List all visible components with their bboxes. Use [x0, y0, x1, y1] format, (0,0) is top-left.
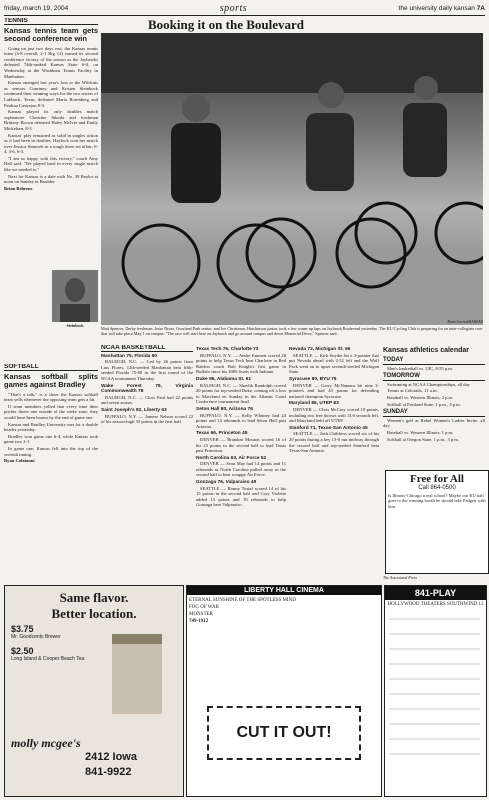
game-text: BUFFALO, N.Y. — Kelly Whitney had 24 points and 14 rebounds to lead Seton Hall past Arizona.	[196, 412, 286, 429]
page-number: 7A	[476, 4, 485, 12]
mug-label: Steinbock	[66, 323, 84, 328]
game-head: Seton Hall 80, Arizona 76	[196, 406, 253, 412]
tennis-paragraph: Kansas played its only doubles match sophomore Christine Sikoda and freshman Brittany Brown defeated Haley McIver and Emily Mickelsen, 8-3.	[4, 109, 98, 131]
tennis-paragraph: Going on just two days rest, the Kansas tennis team (3-8 overall, 2-1 Big 12) earned its second conference victory of the season as the Jayhawks defeated 74th-ranked Kansas State 6-0, on Wednesday at the Washburn Tennis Facility in Manhattan.	[4, 45, 98, 79]
softball-paragraph: Bradley won game one 6-4, while Kansas took game two 2-1.	[4, 433, 98, 445]
cup-icon	[97, 624, 177, 724]
game-head: Maryland 86, UTEP 83	[289, 401, 339, 407]
game-head: Wake Forest 79, Virginia Commonwealth 78	[101, 383, 193, 395]
game-head: Texas 66, Princeton 49	[196, 431, 248, 437]
cyclists-photo	[101, 33, 483, 325]
game-text: BUFFALO, N.Y. — Andre Emmett scored 20 points to help Texas Tech beat Charlotte in Red Raiders coach Bob Knight's first game in Buffalo since his 2000 finals with Indiana.	[196, 352, 286, 375]
calendar-day: TODAY	[383, 358, 485, 365]
game-head: Saint Joseph's 82, Liberty 63	[101, 407, 167, 413]
showing: FOG OF WAR	[189, 605, 219, 610]
game-head: Stanford 71, Texas-San Antonio 45	[289, 425, 368, 431]
calendar-event: Women's golf at Rebel Women's Ladies Invite, all day	[383, 417, 485, 429]
game-head: Syracuse 80, BYU 75	[289, 376, 337, 382]
photo-caption: Matt Spencer, Derby freshman, Jesse Dross, Overland Park senior, and Joe Christman, Hutchinson junior, took a few warm-up laps on Jayhawk Boulevard yesterday. The KU Cycling Club is preparing for an inter-collegiate race that will take place May 1 on campus. "The race will start here on Jayhawk and go around campus and down Memorial Drive," Spencer said.	[101, 326, 483, 336]
calendar-day: SUNDAY	[383, 410, 485, 417]
ncaa-kicker: NCAA BASKETBALL	[101, 345, 193, 352]
bagel-ad	[4, 585, 184, 797]
liberty-hall-ad	[186, 585, 382, 797]
softball-byline: Ryan Colaianni	[4, 458, 35, 464]
tennis-headline: Kansas tennis team gets second conference win	[4, 25, 98, 44]
game-head: Texas Tech 76, Charlotte 73	[196, 347, 259, 352]
ncaa-column-2	[196, 345, 286, 565]
steinbock-photo	[52, 270, 98, 322]
game-head: Manhattan 75, Florida 60	[101, 353, 157, 359]
showing: MONSTER	[189, 612, 213, 617]
game-text: RALEIGH, N.C. — Led by 26 points from Luis Flores, 12th-seeded Manhattan beat fifth-seeded Florida 75-60 in the first round of the NCAA tournament Thursday.	[101, 359, 193, 381]
calendar-event: Baseball vs. Western Illinois, 1 p.m.	[387, 429, 454, 435]
item-2: Long Island & Cooper Beach Tea	[11, 656, 85, 662]
game-text: DENVER — Sean May had 14 points and 11 rebounds as North Carolina pulled away in the second half to beat scrappy Air Force.	[196, 461, 286, 478]
cut-it-out-coupon: CUT IT OUT!	[207, 706, 361, 760]
game-text: RALEIGH, N.C. — Chris Paul had 22 points and seven assists.	[101, 394, 193, 406]
issue-date: friday, march 19, 2004	[4, 4, 69, 12]
ncaa-column-3	[289, 345, 379, 565]
tennis-paragraph: Kansas emerged last year's loss to the Wildcats as seniors Courtney and Kristen Steinbock continued their winning ways for the two sisters of Lubbock, Texas, defeated Maria Rosenberg and Paulina Castrejon 8-3.	[4, 80, 98, 108]
tennis-byline: Brian Behrens	[4, 185, 33, 191]
game-text: DENVER — Chris McCray scored 19 points, including two free throws with 13.6 seconds left, and Maryland held off UTEP.	[289, 406, 379, 424]
softball-paragraph: If team members yelled that every time their pitcher threw one outside of the strike zone, they would have been hoarse by the end of game one.	[4, 403, 98, 420]
photo-credit: Brent Garrett/KANSAN	[447, 320, 483, 324]
ad-phone: 841-9922	[85, 766, 132, 778]
calendar-event: Softball at Oregon State, 1 p.m., 3 p.m.	[387, 436, 460, 442]
softball-headline: Kansas softball splits games against Bradley	[4, 371, 98, 390]
calendar-event: Men's basketball vs. UIC, 8:55 p.m.	[387, 365, 454, 371]
free-for-all-title: Free for All	[410, 473, 464, 485]
page-header	[4, 2, 485, 14]
game-head: Gonzaga 76, Valparaiso 49	[196, 480, 257, 486]
calendar-event: Swimming at NCAA Championships, all day	[387, 381, 470, 387]
ncaa-column-1	[101, 345, 193, 565]
header-rule	[4, 15, 485, 16]
showtimes-grid	[385, 609, 484, 779]
game-text: BUFFALO, N.Y. — Jameer Nelson scored 22 of his season-high 33 points in the first half.	[101, 413, 193, 425]
theater-phone: 841-PLAY	[385, 586, 486, 600]
game-text: DENVER — Gerry McNamara hit nine 3-pointers and had 43 points for defending national champion Syracuse.	[289, 382, 379, 399]
main-headline: Booking it on the Boulevard	[148, 17, 305, 32]
game-text: SEATTLE — Josh Childress scored six of his 20 points during a key 13-0 run midway through the second half and top-seeded Stanford beat Texas-San Antonio.	[289, 431, 379, 454]
ad-line-2: Better location.	[51, 606, 137, 621]
free-for-all-text: Is Illinois-Chicago a real school? Maybe our KU ball goes to the winning booth he should take Padgett with him.	[388, 493, 486, 509]
section-name: sports	[219, 2, 248, 14]
ap-credit: The Associated Press	[383, 575, 417, 580]
free-for-all-phone: Call 864-0500	[418, 485, 456, 491]
price-2: $2.50	[11, 646, 34, 656]
game-text: SEATTLE — Ronny Turiaf scored 14 of his 15 points in the second half and Cory Violette added 13 points and 10 rebounds to help Gonzaga beat Valparaiso.	[196, 485, 286, 508]
softball-paragraph: Kansas and Bradley University met for a double header yesterday.	[4, 421, 98, 433]
game-head: Duke 96, Alabama St. 61	[196, 376, 252, 382]
calendar-event: Softball at Portland State, 1 p.m., 3 p.m.	[387, 401, 461, 407]
tennis-kicker: TENNIS	[4, 18, 98, 25]
softball-paragraph: In game one, Kansas fell into the top of the seventh inning.	[4, 445, 98, 457]
tennis-paragraph: "I am so happy with this victory," coach Amy Hall said. "We played hard in every single match like we needed to."	[4, 155, 98, 173]
ad-brand: molly mcgee's	[11, 736, 81, 750]
calendar-event: Tennis at Colorado, 11 a.m.	[387, 388, 438, 394]
ad-address: 2412 Iowa	[85, 751, 137, 763]
calendar-title: Kansas athletics calendar	[383, 347, 469, 354]
portrait-image	[52, 270, 98, 322]
paper-name: the university daily kansan	[398, 4, 475, 12]
price-1: $3.75	[11, 624, 34, 634]
cinema-phone: 749-1912	[189, 619, 209, 624]
item-1: Mr. Goodcents Brewer	[11, 634, 61, 640]
game-text: SEATTLE — Kirk Snyder hit a 3-pointer that put Nevada ahead with 2:52 left and the Wolf Pack went on to upset seventh-seeded Michigan State.	[289, 352, 379, 375]
calendar-day: TOMORROW	[383, 374, 485, 381]
ad-line-1: Same flavor.	[59, 590, 129, 605]
game-text: RALEIGH, N.C. — Shavlik Randolph scored 20 points for top-seeded Duke, coming off a loss to Maryland on Sunday in the Atlantic Coast Conference tournament final.	[196, 382, 286, 405]
theater-ad	[384, 585, 487, 797]
tennis-paragraph: Next for Kansas is a date with No. 39 Baylor at noon on Sunday in Boulder.	[4, 173, 98, 185]
cinema-name: LIBERTY HALL CINEMA	[187, 586, 381, 595]
showing: ETERNAL SUNSHINE OF THE SPOTLESS MIND	[189, 598, 296, 603]
tennis-paragraph: Kansas' play remained as solid in singles action as it had been in doubles. Haylock won her match over Jessica Simecek in a tough three set affair, 6-4, 3-6, 6-3.	[4, 132, 98, 155]
free-for-all-box	[385, 470, 489, 574]
cyclists-image	[101, 33, 483, 325]
theater-name: HOLLYWOOD THEATERS SOUTHWIND 12	[387, 602, 484, 607]
calendar-event: Baseball vs. Western Illinois, 2 p.m.	[387, 394, 454, 400]
softball-kicker: SOFTBALL	[4, 364, 98, 371]
softball-story	[4, 364, 98, 564]
game-text: DENVER — Brandon Mouton scored 16 of his 23 points in the second half to lead Texas past Princeton.	[196, 436, 286, 454]
softball-paragraph: "That's a talk," is a cheer the Kansas softball team yells whenever the opposing team gets a hit.	[4, 391, 98, 403]
game-head: North Carolina 63, Air Force 52	[196, 455, 267, 461]
game-head: Nevada 72, Michigan St. 66	[289, 347, 351, 352]
